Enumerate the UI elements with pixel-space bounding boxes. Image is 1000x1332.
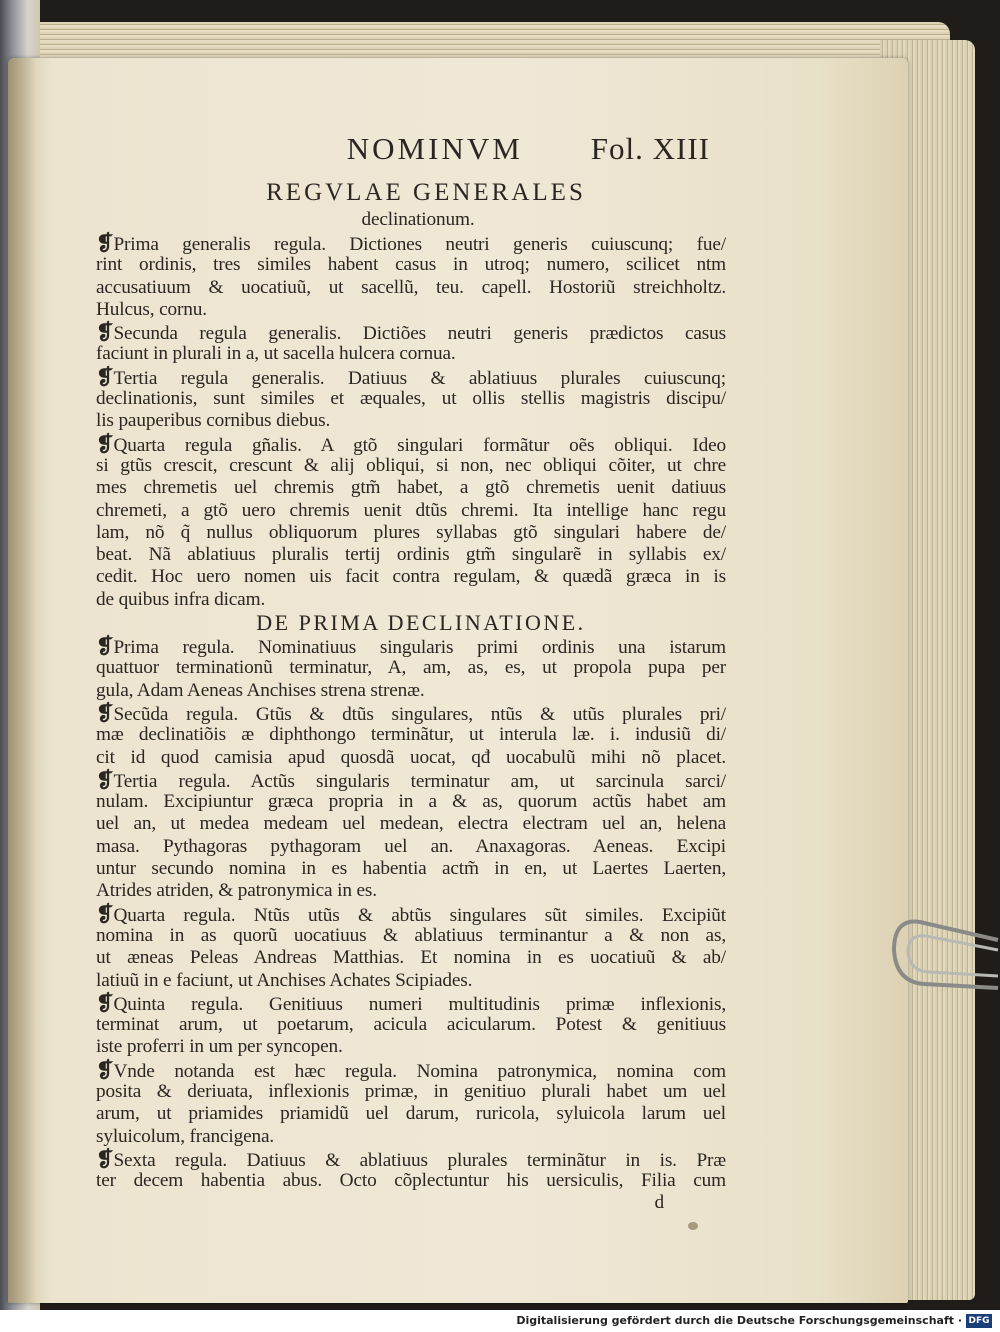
text-line: gula, Adam Aeneas Anchises strena strenæ. — [96, 679, 425, 701]
page-gutter-shadow — [8, 58, 36, 1303]
text-line: quattuor terminationũ terminatur, A, am, as, es, ut propola pupa per — [96, 657, 726, 679]
text-line: nulam. Excipiuntur græca propria in a & as, quorum actũs habet am — [96, 791, 726, 813]
text-line: ❡Prima generalis regula. Dictiones neutri generis cuiuscunq; fue/ — [96, 231, 726, 255]
section-title: DE PRIMA DECLINATIONE. — [256, 610, 586, 636]
text-line: chremeti, a gtõ uero chremis uenit dtũs chremi. Ita intellige hanc regu — [96, 499, 726, 521]
text-line: ❡Tertia regula generalis. Datiuus & ablatiuus plurales cuiuscunq; — [96, 364, 726, 389]
first-declension-rules — [96, 635, 726, 1192]
text-line: Atrides atriden, & patronymica in es. — [96, 880, 377, 902]
text-line: cit id quod camisia apud quosdã uocat, qđ uocabulũ mihi nõ placet. — [96, 746, 726, 768]
text-line: untur secundo nomina in es habentia actm̃ in en, ut Laertes Laerten, — [96, 858, 726, 880]
text-line: terminat arum, ut poetarum, acicula acicularum. Potest & genitiuus — [96, 1014, 726, 1036]
text-line: rint ordinis, tres similes habent casus in utroq; numero, scilicet ntm — [96, 254, 726, 276]
text-line: mæ declinatiõis æ diphthongo terminãtur, ut interula læ. i. indusiũ di/ — [96, 724, 726, 746]
text-line: lis pauperibus cornibus diebus. — [96, 410, 331, 432]
text-line: ut æneas Peleas Andreas Matthias. Et nomina in es uocatiuũ & ab/ — [96, 947, 726, 969]
text-line: uel an, ut medea medeam uel medean, electra electram uel an, helena — [96, 813, 726, 835]
text-line: si gtũs crescit, crescunt & alij obliqui, si non, nec obliqui cõiter, ut chre — [96, 454, 726, 476]
text-line: latiuũ in e faciunt, ut Anchises Achates Scipiades. — [96, 969, 473, 991]
paragraph-mark-icon: ❡ — [96, 767, 114, 792]
paragraph-mark-icon: ❡ — [96, 634, 114, 659]
paragraph-mark-icon: ❡ — [96, 700, 114, 725]
heading-line-2: declinationum. — [361, 209, 475, 230]
text-line: faciunt in plurali in a, ut sacella hulcera cornua. — [96, 343, 456, 365]
text-line: ❡Sexta regula. Datiuus & ablatiuus plurales terminãtur in is. Præ — [96, 1146, 726, 1171]
paragraph-mark-icon: ❡ — [96, 990, 114, 1015]
text-line: ter decem habentia abus. Octo cõplectuntur his uersiculis, Filia cum — [96, 1170, 726, 1192]
footer-credit: Digitalisierung gefördert durch die Deutsche Forschungsgemeinschaft · — [516, 1314, 962, 1327]
text-line: ❡Tertia regula. Actũs singularis terminatur am, ut sarcinula sarci/ — [96, 767, 726, 792]
text-line: beat. Nã ablatiuus pluralis tertij ordinis gtm̃ singularẽ in syllabis ex/ — [96, 544, 726, 566]
text-line: ❡Quinta regula. Genitiuus numeri multitudinis primæ inflexionis, — [96, 990, 726, 1015]
digitization-footer — [0, 1310, 1000, 1332]
text-line: ❡Vnde notanda est hæc regula. Nomina patronymica, nomina com — [96, 1057, 726, 1082]
folio-number: Fol. XIII — [590, 131, 710, 166]
text-line: nomina in as quorũ uocatiuus & ablatiuus terminantur a & non as, — [96, 924, 726, 946]
text-line: ❡Secũda regula. Gtũs & dtũs singulares, ntũs & utũs plurales pri/ — [96, 700, 726, 725]
text-line: lam, nõ q̃ nullus obliquorum plures syllabas gtõ singulari habere de/ — [96, 521, 726, 543]
paragraph-mark-icon: ❡ — [96, 231, 114, 255]
signature-mark: d — [654, 1192, 664, 1214]
paragraph-mark-icon: ❡ — [96, 1146, 114, 1171]
heading-line-1: REGVLAE GENERALES — [266, 179, 586, 206]
paragraph-mark-icon: ❡ — [96, 364, 114, 389]
paragraph-mark-icon: ❡ — [96, 320, 114, 345]
text-line: ❡Quarta regula gñalis. A gtõ singulari formãtur oẽs obliqui. Ideo — [96, 431, 726, 456]
text-line: iste proferri in um per syncopen. — [96, 1036, 343, 1058]
text-line: accusatiuum & uocatiuũ, ut sacellũ, teu. capell. Hostoriũ streichholtz. — [96, 276, 726, 298]
running-header — [96, 131, 726, 178]
paper-clip-icon — [890, 910, 1000, 1000]
text-line: Hulcus, cornu. — [96, 298, 207, 320]
paragraph-mark-icon: ❡ — [96, 901, 114, 926]
text-line: mes chremetis uel chremis gtm̃ habet, a gtõ chremetis uenit datiuus — [96, 477, 726, 499]
text-line: arum, ut priamides priamidũ uel darum, ruricola, syluicola larum uel — [96, 1103, 726, 1125]
text-line: cedit. Hoc uero nomen uis facit contra regulam, & quædã græca in is — [96, 566, 726, 588]
text-line: declinationis, sunt similes et æquales, ut ollis stellis magistris discipu/ — [96, 388, 726, 410]
text-line: ❡Quarta regula. Ntũs utũs & abtũs singulares sũt similes. Excipiũt — [96, 901, 726, 926]
text-line: masa. Pythagoras pythagoram uel an. Anaxagoras. Aeneas. Excipi — [96, 835, 726, 857]
ink-stain — [688, 1222, 698, 1230]
paragraph-mark-icon: ❡ — [96, 1057, 114, 1082]
text-line: de quibus infra dicam. — [96, 588, 266, 610]
text-line: syluicolum, francigena. — [96, 1125, 275, 1147]
header-title: NOMINVM — [346, 131, 523, 166]
paragraph-mark-icon: ❡ — [96, 431, 114, 456]
text-line: ❡Prima regula. Nominatiuus singularis primi ordinis una istarum — [96, 634, 726, 659]
page-text-block — [96, 131, 726, 1214]
general-rules — [96, 232, 726, 611]
dfg-logo: DFG — [966, 1314, 992, 1328]
text-line: ❡Secunda regula generalis. Dictiões neutri generis prædictos casus — [96, 320, 726, 345]
text-line: posita & deriuata, inflexionis primæ, in genitiuo plurali habet um uel — [96, 1080, 726, 1102]
